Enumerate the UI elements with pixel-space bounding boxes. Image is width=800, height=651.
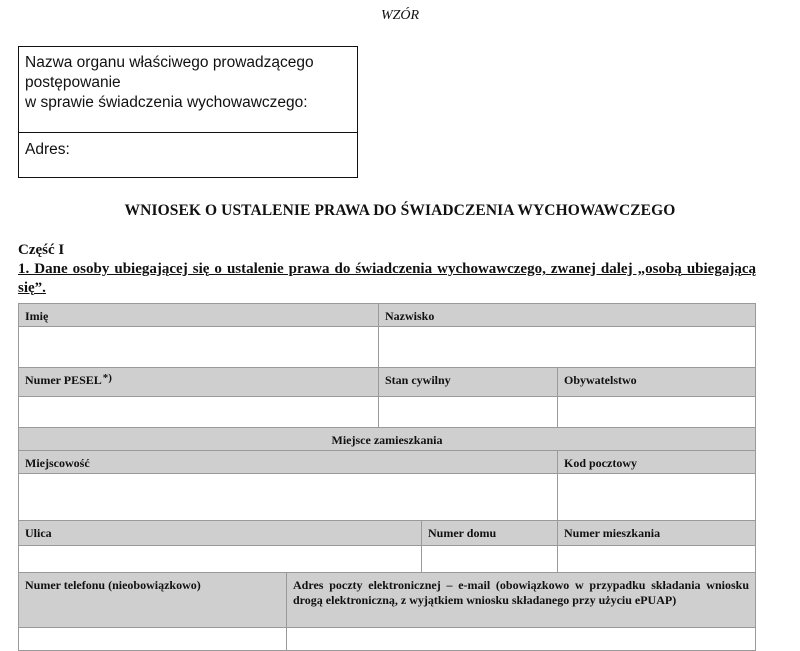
first-name-input[interactable] <box>18 326 379 368</box>
last-name-input[interactable] <box>378 326 756 368</box>
postal-code-label: Kod pocztowy <box>557 450 756 474</box>
phone-label: Numer telefonu (nieobowiązkowo) <box>18 572 287 628</box>
pesel-footnote: *) <box>102 372 112 384</box>
citizenship-label: Obywatelstwo <box>557 367 756 397</box>
authority-label-line-1: Nazwa organu właściwego prowadzącego <box>25 54 314 71</box>
house-number-label: Numer domu <box>421 520 558 546</box>
authority-label-line-2: postępowanie <box>25 74 121 91</box>
pesel-label <box>18 367 379 397</box>
street-label: Ulica <box>18 520 422 546</box>
authority-address-label: Adres: <box>25 141 70 158</box>
authority-box <box>18 46 358 178</box>
pesel-input[interactable] <box>18 396 379 428</box>
part-label: Część I <box>18 242 65 258</box>
phone-input[interactable] <box>18 627 287 651</box>
authority-label-line-3: w sprawie świadczenia wychowawczego: <box>25 94 308 111</box>
apartment-number-input[interactable] <box>557 545 756 573</box>
marital-status-input[interactable] <box>378 396 558 428</box>
applicant-form <box>18 303 756 651</box>
pesel-label-text: Numer PESEL <box>25 373 102 387</box>
email-input[interactable] <box>286 627 756 651</box>
first-name-label: Imię <box>18 303 379 327</box>
apartment-number-label: Numer mieszkania <box>557 520 756 546</box>
document-title: WNIOSEK O USTALENIE PRAWA DO ŚWIADCZENIA WYCHOWAWCZEGO <box>124 202 676 219</box>
citizenship-input[interactable] <box>557 396 756 428</box>
authority-name-field[interactable] <box>19 47 357 133</box>
email-label: Adres poczty elektronicznej – e-mail (obowiązkowo w przypadku składania wniosku drogą elektroniczną, z wyjątkiem wniosku składanego przy użyciu ePUAP) <box>286 572 756 628</box>
template-label: WZÓR <box>380 8 420 23</box>
locality-input[interactable] <box>18 473 558 521</box>
section-heading: 1. Dane osoby ubiegającej się o ustalenie prawa do świadczenia wychowawczego, zwanej dalej „osobą ubiegającą się”. <box>18 261 756 296</box>
house-number-input[interactable] <box>421 545 558 573</box>
postal-code-input[interactable] <box>557 473 756 521</box>
marital-status-label: Stan cywilny <box>378 367 558 397</box>
locality-label: Miejscowość <box>18 450 558 474</box>
residence-section-header: Miejsce zamieszkania <box>18 427 756 451</box>
last-name-label: Nazwisko <box>378 303 756 327</box>
street-input[interactable] <box>18 545 422 573</box>
